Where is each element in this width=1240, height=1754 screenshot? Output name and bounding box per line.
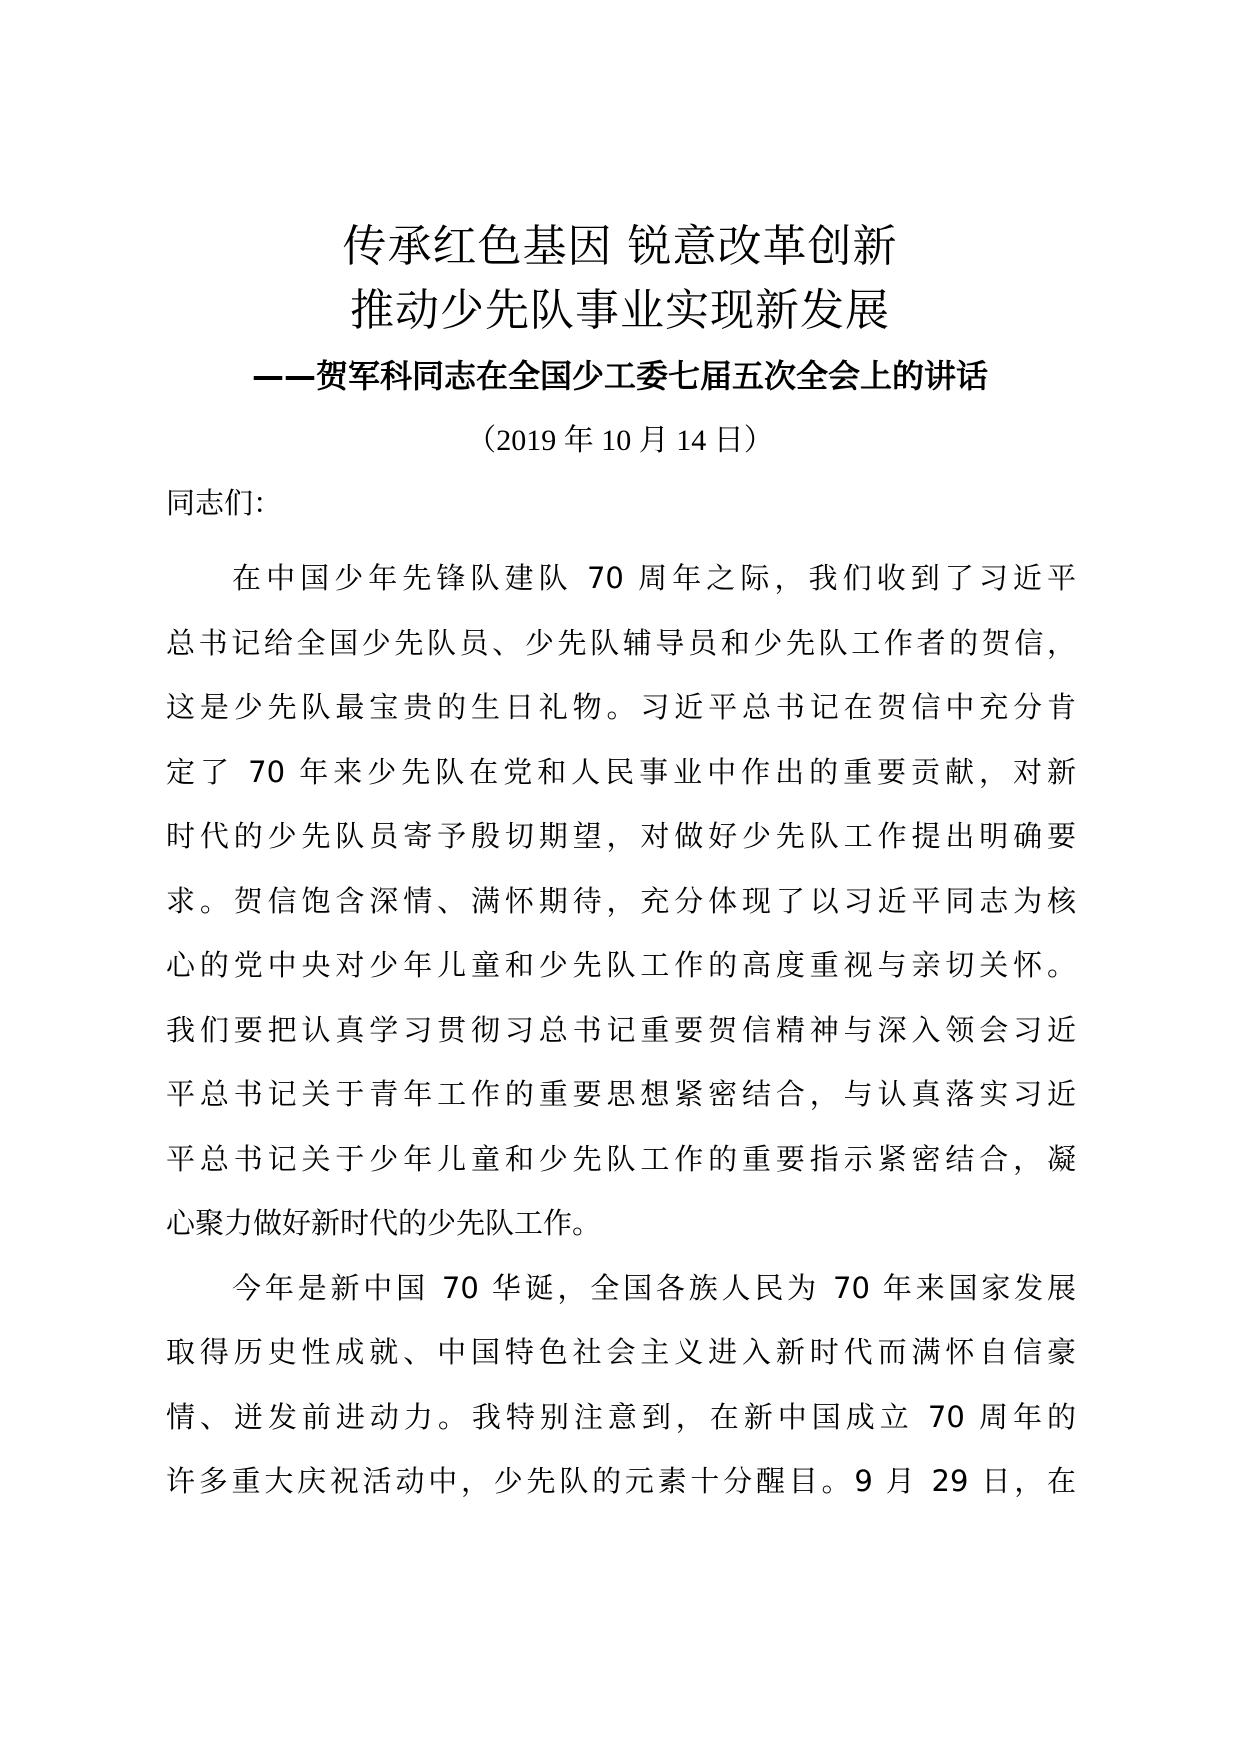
body-line: 求。贺信饱含深情、满怀期待，充分体现了以习近平同志为核 bbox=[166, 883, 1076, 918]
title-line-1: 传承红色基因 锐意改革创新 bbox=[342, 221, 898, 272]
speech-date: （2019 年 10 月 14 日） bbox=[466, 424, 774, 457]
speech-body bbox=[166, 546, 1076, 1514]
body-line: 心聚力做好新时代的少先队工作。 bbox=[166, 1206, 602, 1240]
salutation: 同志们： bbox=[166, 486, 283, 520]
body-line: 总书记给全国少先队员、少先队辅导员和少先队工作者的贺信， bbox=[166, 625, 1076, 660]
body-line: 在中国少年先锋队建队 70 周年之际，我们收到了习近平 bbox=[232, 561, 1076, 595]
body-line: 定了 70 年来少先队在党和人民事业中作出的重要贡献，对新 bbox=[166, 754, 1076, 789]
body-line: 情、迸发前进动力。我特别注意到，在新中国成立 70 周年的 bbox=[166, 1399, 1076, 1434]
body-line: 时代的少先队员寄予殷切期望，对做好少先队工作提出明确要 bbox=[166, 819, 1076, 853]
body-line: 心的党中央对少年儿童和少先队工作的高度重视与亲切关怀。 bbox=[166, 948, 1076, 982]
body-line: 许多重大庆祝活动中，少先队的元素十分醒目。9 月 29 日，在 bbox=[166, 1464, 1076, 1498]
body-line: 平总书记关于少年儿童和少先队工作的重要指示紧密结合，凝 bbox=[166, 1141, 1076, 1176]
speech-subtitle: ——贺军科同志在全国少工委七届五次全会上的讲话 bbox=[251, 357, 988, 395]
title-line-2: 推动少先队事业实现新发展 bbox=[350, 285, 890, 336]
speech-title bbox=[0, 215, 1240, 343]
body-line: 这是少先队最宝贵的生日礼物。习近平总书记在贺信中充分肯 bbox=[166, 690, 1076, 724]
body-line: 我们要把认真学习贯彻习总书记重要贺信精神与深入领会习近 bbox=[166, 1012, 1076, 1047]
body-line: 取得历史性成就、中国特色社会主义进入新时代而满怀自信豪 bbox=[166, 1335, 1076, 1369]
body-line: 平总书记关于青年工作的重要思想紧密结合，与认真落实习近 bbox=[166, 1077, 1076, 1111]
body-line: 今年是新中国 70 华诞，全国各族人民为 70 年来国家发展 bbox=[232, 1270, 1076, 1305]
